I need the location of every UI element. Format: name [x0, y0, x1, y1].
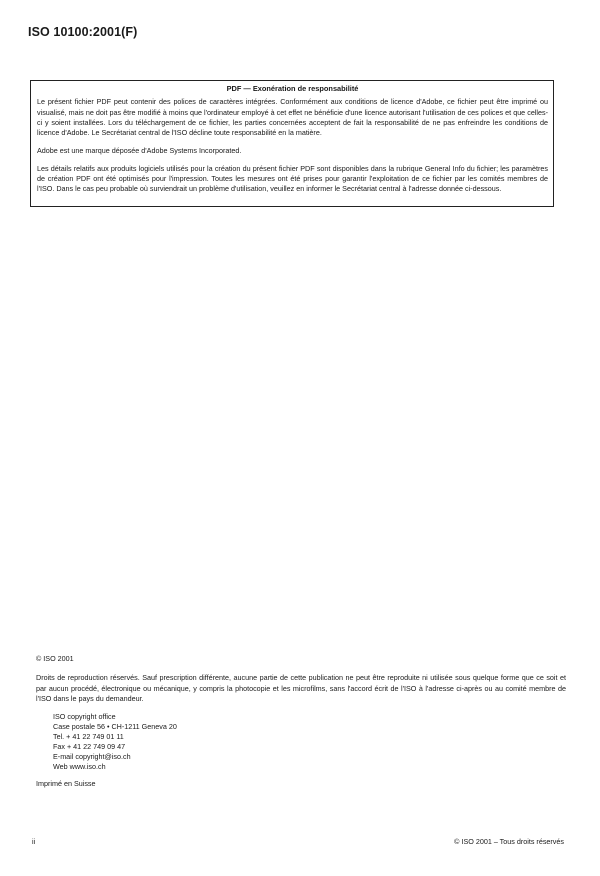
address-web: Web www.iso.ch	[53, 762, 106, 772]
copyright-office-address	[36, 712, 566, 772]
document-id: ISO 10100:2001(F)	[28, 25, 138, 39]
reproduction-rights: Droits de reproduction réservés. Sauf prescription différente, aucune partie de cette publication ne peut être reproduite ni utilisée sous quelque forme que ce soit et par aucun procédé, électronique ou mécanique, y compris la photocopie et les microfilms, sans l'accord écrit de l'ISO à l'adresse ci-après ou au comité membre de l'ISO dans le pays du demandeur.	[36, 673, 566, 703]
address-email: E-mail copyright@iso.ch	[53, 752, 131, 762]
disclaimer-paragraph-fonts: Le présent fichier PDF peut contenir des polices de caractères intégrées. Conformément aux conditions de licence d'Adobe, ce fichier peut être imprimé ou visualisé, mais ne doit pas être modifié à moins que l'ordinateur employé à cet effet ne bénéficie d'une licence autorisant l'utilisation de ces polices et que celles-ci y soient installées. Lors du téléchargement de ce fichier, les parties concernées acceptent de fait la responsabilité de ne pas enfreindre les conditions de licence d'Adobe. Le Secrétariat central de l'ISO décline toute responsabilité en la matière.	[37, 97, 548, 138]
footer-copyright: © ISO 2001 – Tous droits réservés	[454, 837, 564, 846]
disclaimer-paragraph-trademark: Adobe est une marque déposée d'Adobe Systems Incorporated.	[37, 145, 242, 155]
copyright-notice: © ISO 2001	[36, 654, 74, 663]
address-office-name: ISO copyright office	[53, 712, 116, 722]
address-postal: Case postale 56 • CH-1211 Geneva 20	[53, 722, 177, 732]
address-fax: Fax + 41 22 749 09 47	[53, 742, 126, 752]
page-number: ii	[32, 837, 36, 846]
disclaimer-title: PDF — Exonération de responsabilité	[226, 84, 359, 93]
printed-in: Imprimé en Suisse	[36, 779, 96, 789]
address-phone: Tel. + 41 22 749 01 11	[53, 732, 124, 742]
pdf-disclaimer-box	[30, 80, 554, 207]
copyright-block	[36, 654, 566, 789]
disclaimer-paragraph-details: Les détails relatifs aux produits logiciels utilisés pour la création du présent fichier PDF sont disponibles dans la rubrique General Info du fichier; les paramètres de création PDF ont été optimisés pour l'impression. Toutes les mesures ont été prises pour garantir l'exploitation de ce fichier par les comités membres de l'ISO. Dans le cas peu probable où surviendrait un problème d'utilisation, veuillez en informer le Secrétariat central à l'adresse donnée ci-dessous.	[37, 163, 548, 194]
